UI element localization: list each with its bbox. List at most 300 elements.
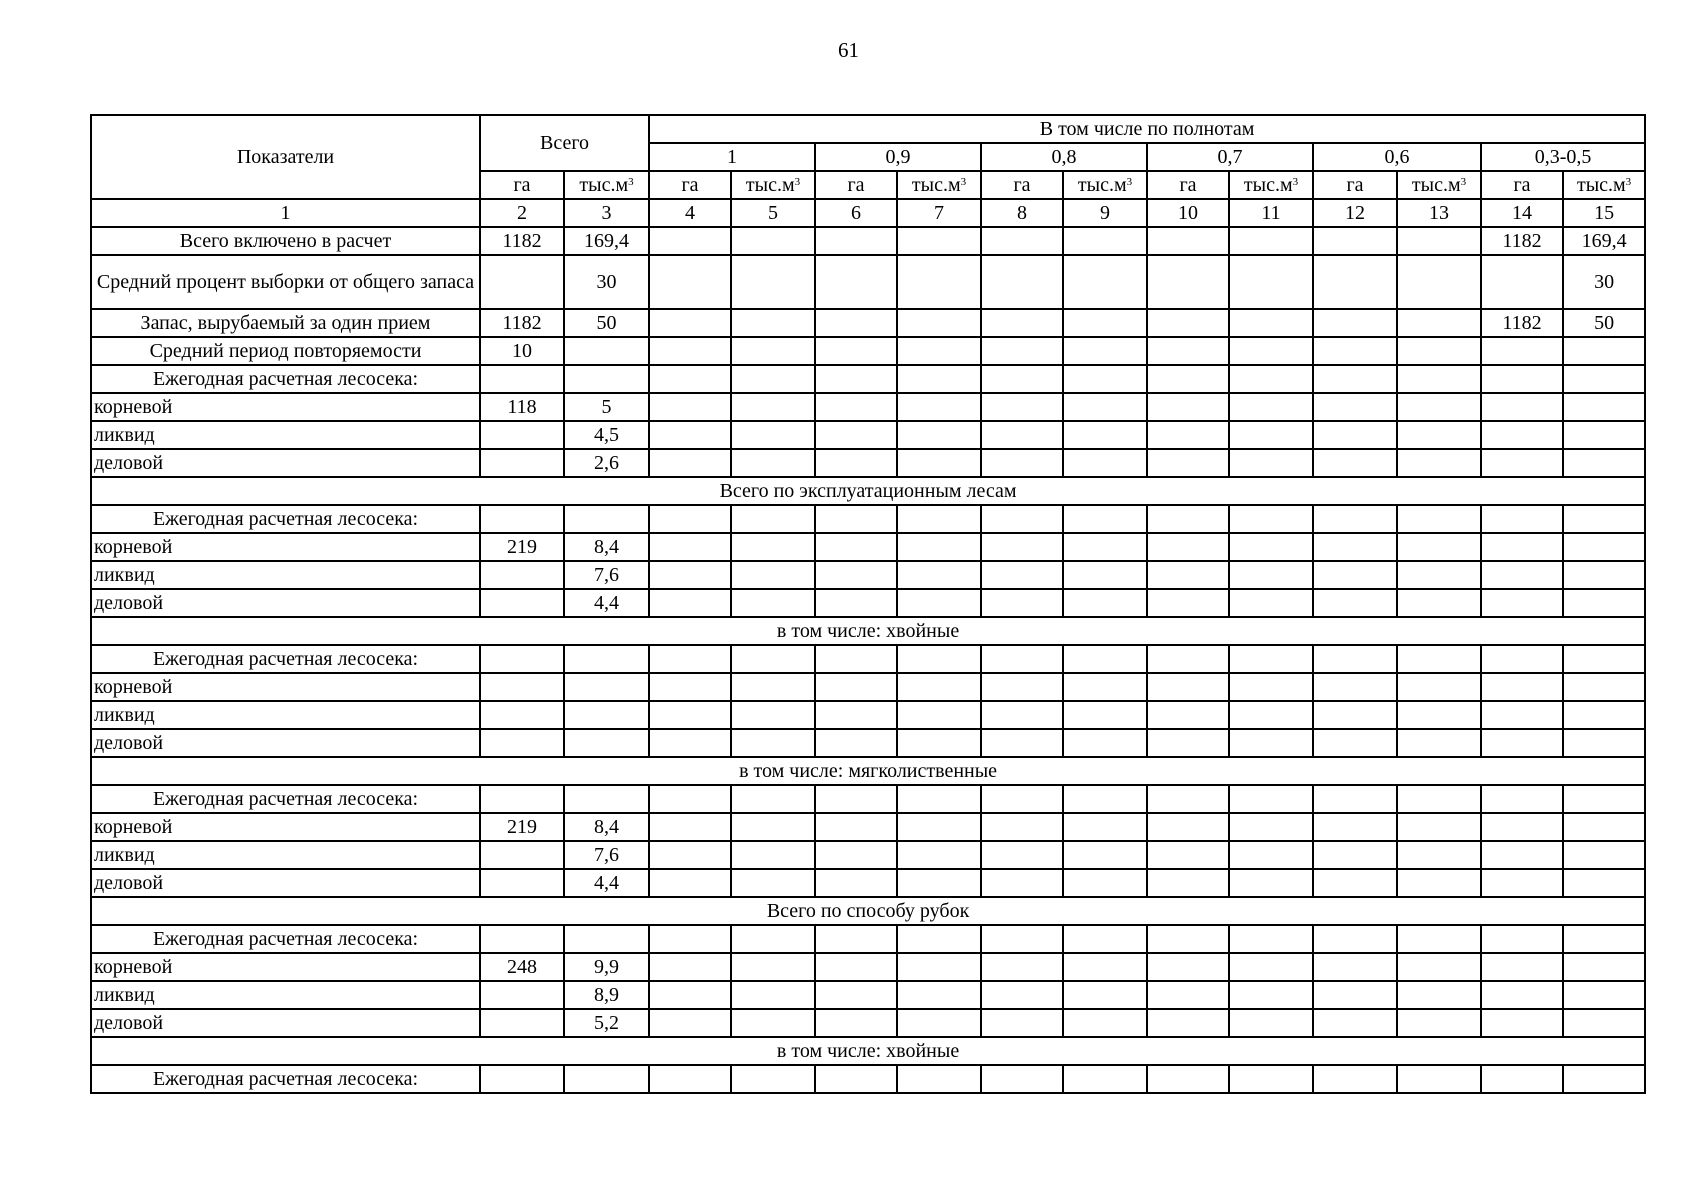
unit-volume-text: тыс.м [1077, 174, 1127, 196]
table-cell: 219 [480, 533, 564, 561]
table-cell [1481, 365, 1563, 393]
table-cell [815, 645, 897, 673]
row-label: Ежегодная расчетная лесосека: [91, 785, 480, 813]
table-cell: 7,6 [564, 841, 649, 869]
table-cell [1147, 953, 1229, 981]
unit-ha-header: га [1313, 171, 1397, 199]
table-cell [1313, 785, 1397, 813]
density-header: 0,9 [815, 143, 981, 171]
table-cell [897, 981, 981, 1009]
table-cell [1313, 561, 1397, 589]
table-cell [480, 841, 564, 869]
table-cell [564, 365, 649, 393]
table-cell [649, 1009, 731, 1037]
table-cell [1313, 337, 1397, 365]
table-cell: 7,6 [564, 561, 649, 589]
table-cell [815, 953, 897, 981]
table-cell [981, 227, 1063, 255]
unit-volume-superscript: 3 [1126, 176, 1133, 188]
table-cell [649, 589, 731, 617]
table-cell [731, 1065, 815, 1093]
table-cell [1147, 925, 1229, 953]
table-cell [1397, 365, 1481, 393]
table-cell [1147, 561, 1229, 589]
table-cell: 9,9 [564, 953, 649, 981]
table-cell [1063, 785, 1147, 813]
table-cell [1313, 981, 1397, 1009]
cutting-volume-table [90, 114, 1646, 1094]
table-cell [897, 505, 981, 533]
table-cell [1147, 785, 1229, 813]
row-label: Средний процент выборки от общего запаса [91, 255, 480, 309]
table-cell [1563, 785, 1645, 813]
table-cell [1229, 869, 1313, 897]
table-cell [981, 701, 1063, 729]
table-cell [897, 561, 981, 589]
table-cell [897, 589, 981, 617]
table-cell [1397, 729, 1481, 757]
column-number: 8 [981, 199, 1063, 227]
table-cell [1563, 589, 1645, 617]
table-cell [1397, 421, 1481, 449]
table-cell [815, 365, 897, 393]
unit-volume-superscript: 3 [960, 176, 967, 188]
table-cell [981, 1065, 1063, 1093]
row-label: деловой [91, 1009, 480, 1037]
table-cell [981, 421, 1063, 449]
table-cell [981, 645, 1063, 673]
table-cell [1229, 227, 1313, 255]
column-number: 14 [1481, 199, 1563, 227]
table-cell [564, 701, 649, 729]
table-cell [981, 533, 1063, 561]
table-cell [897, 813, 981, 841]
table-cell [981, 729, 1063, 757]
table-cell [1563, 869, 1645, 897]
table-cell [1397, 505, 1481, 533]
table-cell [1229, 561, 1313, 589]
table-cell [815, 393, 897, 421]
column-number: 6 [815, 199, 897, 227]
table-cell [1397, 309, 1481, 337]
row-label: Ежегодная расчетная лесосека: [91, 1065, 480, 1093]
table-cell [1313, 365, 1397, 393]
table-cell: 1182 [1481, 227, 1563, 255]
table-cell [1481, 1009, 1563, 1037]
table-cell [1147, 729, 1229, 757]
table-cell [1481, 785, 1563, 813]
section-title: Всего по способу рубок [91, 897, 1645, 925]
table-cell [1229, 589, 1313, 617]
table-cell [981, 589, 1063, 617]
table-cell [480, 449, 564, 477]
table-cell: 1182 [480, 309, 564, 337]
table-cell [897, 841, 981, 869]
row-label: корневой [91, 673, 480, 701]
table-cell [897, 255, 981, 309]
table-cell [480, 589, 564, 617]
table-cell [1313, 925, 1397, 953]
table-cell: 219 [480, 813, 564, 841]
column-number: 5 [731, 199, 815, 227]
unit-volume-text: тыс.м [1576, 174, 1626, 196]
table-row [91, 841, 1645, 869]
table-cell [1563, 841, 1645, 869]
table-row [91, 589, 1645, 617]
table-cell [815, 421, 897, 449]
table-cell [1229, 533, 1313, 561]
table-cell [1063, 561, 1147, 589]
table-cell [815, 561, 897, 589]
unit-volume-text: тыс.м [911, 174, 961, 196]
table-cell [1481, 953, 1563, 981]
section-title: Всего по эксплуатационным лесам [91, 477, 1645, 505]
table-cell [1313, 449, 1397, 477]
table-cell [981, 1009, 1063, 1037]
table-cell [1063, 227, 1147, 255]
header-indicators: Показатели [91, 115, 480, 199]
table-cell [1397, 227, 1481, 255]
table-cell [981, 365, 1063, 393]
table-cell [1481, 729, 1563, 757]
table-cell [1397, 393, 1481, 421]
table-cell [1481, 561, 1563, 589]
table-cell [1563, 813, 1645, 841]
table-cell [897, 645, 981, 673]
table-cell [731, 841, 815, 869]
table-cell: 5 [564, 393, 649, 421]
row-label: Ежегодная расчетная лесосека: [91, 365, 480, 393]
table-cell [1481, 449, 1563, 477]
unit-volume-text: тыс.м [579, 174, 629, 196]
table-cell [1563, 925, 1645, 953]
section-row [91, 617, 1645, 645]
table-cell [649, 365, 731, 393]
table-cell [1313, 309, 1397, 337]
table-cell [1063, 729, 1147, 757]
table-cell [649, 729, 731, 757]
table-cell [815, 813, 897, 841]
table-cell [1397, 841, 1481, 869]
table-cell [1563, 421, 1645, 449]
column-number: 2 [480, 199, 564, 227]
table-cell [1063, 813, 1147, 841]
table-cell [1313, 813, 1397, 841]
table-cell [1147, 227, 1229, 255]
table-cell: 2,6 [564, 449, 649, 477]
column-number: 10 [1147, 199, 1229, 227]
table-cell [1397, 701, 1481, 729]
table-cell [731, 449, 815, 477]
table-cell [1481, 1065, 1563, 1093]
table-cell [1229, 813, 1313, 841]
table-cell [981, 673, 1063, 701]
table-cell [564, 645, 649, 673]
unit-volume-header [564, 171, 649, 199]
table-cell [1063, 421, 1147, 449]
table-cell: 118 [480, 393, 564, 421]
table-cell [1481, 505, 1563, 533]
table-cell [1147, 421, 1229, 449]
density-header: 0,8 [981, 143, 1147, 171]
table-cell [1563, 1065, 1645, 1093]
unit-volume-superscript: 3 [794, 176, 801, 188]
table-row [91, 953, 1645, 981]
table-cell [1481, 701, 1563, 729]
table-cell [1481, 869, 1563, 897]
unit-ha-header: га [480, 171, 564, 199]
table-cell [649, 449, 731, 477]
table-row [91, 785, 1645, 813]
table-cell [1229, 337, 1313, 365]
column-number: 15 [1563, 199, 1645, 227]
table-cell [1397, 589, 1481, 617]
table-cell [1229, 421, 1313, 449]
table-cell [1563, 393, 1645, 421]
table-cell [1229, 255, 1313, 309]
table-cell [1229, 729, 1313, 757]
table-cell [897, 449, 981, 477]
table-row [91, 337, 1645, 365]
table-cell [981, 869, 1063, 897]
unit-volume-superscript: 3 [1460, 176, 1467, 188]
table-cell: 50 [1563, 309, 1645, 337]
table-cell [981, 337, 1063, 365]
density-header: 1 [649, 143, 815, 171]
table-cell [1229, 365, 1313, 393]
table-cell: 30 [564, 255, 649, 309]
table-cell [1397, 813, 1481, 841]
table-cell [1063, 645, 1147, 673]
table-cell [897, 785, 981, 813]
table-cell [897, 673, 981, 701]
table-row [91, 255, 1645, 309]
table-cell [1147, 533, 1229, 561]
table-cell [981, 309, 1063, 337]
unit-volume-header [1229, 171, 1313, 199]
table-cell [649, 561, 731, 589]
table-cell [897, 1065, 981, 1093]
table-cell [480, 1065, 564, 1093]
table-cell [1313, 673, 1397, 701]
row-label: корневой [91, 393, 480, 421]
table-cell [897, 227, 981, 255]
table-cell [1063, 981, 1147, 1009]
table-cell [981, 981, 1063, 1009]
row-label: Всего включено в расчет [91, 227, 480, 255]
column-number: 9 [1063, 199, 1147, 227]
header-total: Всего [480, 115, 649, 171]
table-cell [981, 255, 1063, 309]
row-label: деловой [91, 589, 480, 617]
table-cell [1397, 953, 1481, 981]
table-cell [731, 981, 815, 1009]
table-cell [1147, 365, 1229, 393]
table-row [91, 813, 1645, 841]
table-cell [1147, 1065, 1229, 1093]
table-cell [1229, 981, 1313, 1009]
table-cell [981, 813, 1063, 841]
unit-ha-header: га [1147, 171, 1229, 199]
table-cell [1563, 953, 1645, 981]
table-cell [1147, 645, 1229, 673]
table-cell [1063, 953, 1147, 981]
table-row [91, 505, 1645, 533]
table-cell [1481, 337, 1563, 365]
table-cell [480, 421, 564, 449]
table-row [91, 1065, 1645, 1093]
unit-volume-text: тыс.м [1411, 174, 1461, 196]
table-cell [1147, 841, 1229, 869]
table-cell [649, 255, 731, 309]
table-cell: 248 [480, 953, 564, 981]
row-label: Ежегодная расчетная лесосека: [91, 505, 480, 533]
table-cell [815, 925, 897, 953]
row-label: Ежегодная расчетная лесосека: [91, 925, 480, 953]
table-cell [1147, 393, 1229, 421]
table-cell [731, 701, 815, 729]
table-cell [1563, 449, 1645, 477]
table-cell [1563, 701, 1645, 729]
table-row [91, 309, 1645, 337]
table-cell [480, 1009, 564, 1037]
row-label: корневой [91, 813, 480, 841]
table-cell [1397, 869, 1481, 897]
table-cell [981, 785, 1063, 813]
unit-ha-header: га [649, 171, 731, 199]
table-cell [897, 365, 981, 393]
table-cell [731, 925, 815, 953]
table-cell [981, 953, 1063, 981]
table-cell [1063, 393, 1147, 421]
table-cell [731, 673, 815, 701]
table-cell [1229, 645, 1313, 673]
table-cell [1397, 337, 1481, 365]
table-cell [1147, 869, 1229, 897]
table-row [91, 393, 1645, 421]
table-cell [1147, 813, 1229, 841]
table-cell [1563, 533, 1645, 561]
table-cell [815, 533, 897, 561]
table-cell [1229, 925, 1313, 953]
table-cell [1229, 673, 1313, 701]
table-cell [1481, 841, 1563, 869]
table-cell [1481, 393, 1563, 421]
table-cell [815, 841, 897, 869]
row-label: корневой [91, 533, 480, 561]
table-cell [1481, 255, 1563, 309]
table-cell [1481, 645, 1563, 673]
table-cell [1313, 505, 1397, 533]
table-cell [1397, 645, 1481, 673]
row-label: ликвид [91, 981, 480, 1009]
table-cell [1397, 981, 1481, 1009]
table-cell [731, 729, 815, 757]
table-cell [564, 673, 649, 701]
table-cell [981, 841, 1063, 869]
table-cell [815, 869, 897, 897]
table-cell [649, 869, 731, 897]
unit-volume-superscript: 3 [628, 176, 634, 188]
table-row [91, 421, 1645, 449]
table-row [91, 645, 1645, 673]
table-cell [564, 925, 649, 953]
table-row [91, 925, 1645, 953]
table-cell [1563, 645, 1645, 673]
table-cell [897, 925, 981, 953]
section-row [91, 897, 1645, 925]
table-cell: 4,4 [564, 869, 649, 897]
unit-ha-header: га [815, 171, 897, 199]
table-cell [564, 729, 649, 757]
table-cell [1397, 1065, 1481, 1093]
table-cell [649, 421, 731, 449]
table-cell [1147, 701, 1229, 729]
table-cell [731, 393, 815, 421]
table-cell [731, 337, 815, 365]
table-cell [1397, 673, 1481, 701]
table-cell [1397, 785, 1481, 813]
table-cell [1229, 785, 1313, 813]
table-cell [731, 589, 815, 617]
column-number: 3 [564, 199, 649, 227]
table-cell [1481, 673, 1563, 701]
table-cell [1063, 869, 1147, 897]
table-cell [649, 533, 731, 561]
table-cell [649, 505, 731, 533]
table-cell: 169,4 [564, 227, 649, 255]
row-label: ликвид [91, 561, 480, 589]
table-cell [1563, 505, 1645, 533]
density-header: 0,7 [1147, 143, 1313, 171]
table-cell [815, 673, 897, 701]
table-cell [815, 255, 897, 309]
table-cell [1063, 673, 1147, 701]
table-row [91, 701, 1645, 729]
table-cell [731, 255, 815, 309]
table-cell [564, 337, 649, 365]
table-cell [480, 729, 564, 757]
table-cell [1563, 1009, 1645, 1037]
table-cell [815, 785, 897, 813]
table-cell: 1182 [480, 227, 564, 255]
table-cell [1229, 393, 1313, 421]
table-cell [897, 337, 981, 365]
row-label: ликвид [91, 701, 480, 729]
table-cell [1481, 533, 1563, 561]
table-cell [480, 701, 564, 729]
table-cell [480, 255, 564, 309]
table-row [91, 449, 1645, 477]
section-row [91, 757, 1645, 785]
table-cell [897, 421, 981, 449]
table-cell [815, 449, 897, 477]
table-row [91, 1009, 1645, 1037]
table-cell [1563, 981, 1645, 1009]
table-cell [815, 729, 897, 757]
unit-volume-header [1397, 171, 1481, 199]
table-cell [815, 701, 897, 729]
table-cell [1481, 981, 1563, 1009]
table-cell: 8,9 [564, 981, 649, 1009]
table-cell [731, 309, 815, 337]
table-cell [897, 393, 981, 421]
row-label: деловой [91, 869, 480, 897]
table-cell: 4,4 [564, 589, 649, 617]
table-cell [649, 337, 731, 365]
table-cell [731, 227, 815, 255]
table-cell [815, 309, 897, 337]
